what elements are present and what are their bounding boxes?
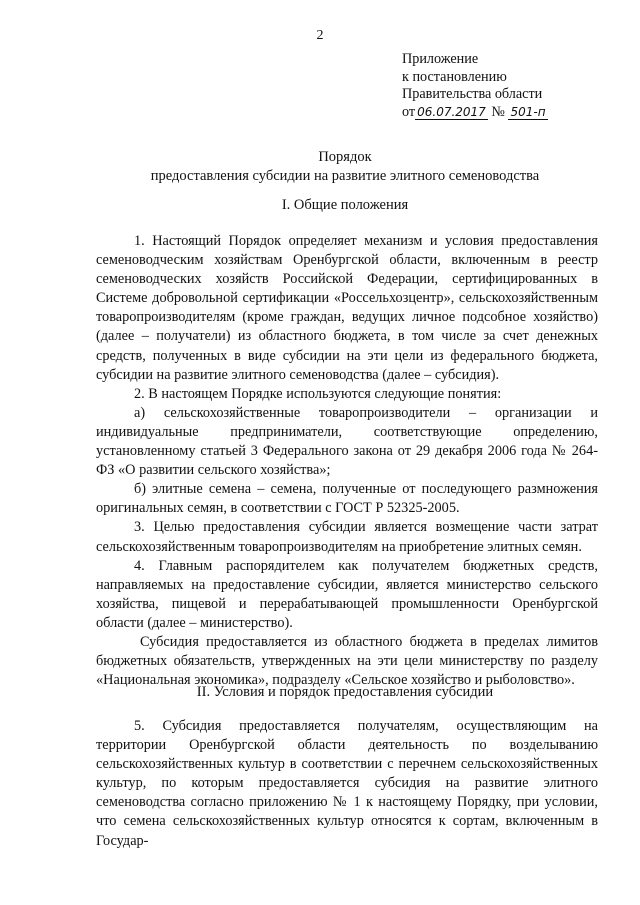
paragraph-2b: б) элитные семена – семена, полученные от последующего размножения оригинальных семян, в соответствии с ГОСТ Р 52325-2005. <box>96 481 598 517</box>
appendix-line-1: Приложение <box>402 51 479 67</box>
handwritten-number: 501-п <box>510 104 546 119</box>
paragraph-2a: а) сельскохозяйственные товаропроизводители – организации и индивидуальные предприниматели, соответствующие определению, установленному статьей 3 Федерального закона от 29 декабря 2006 года № 264-ФЗ «О развитии сельского хозяйства»; <box>96 404 598 479</box>
document-subtitle: предоставления субсидии на развитие элитного семеноводства <box>150 168 540 184</box>
section-general-body <box>96 232 598 690</box>
page-number: 2 <box>316 28 324 43</box>
date-prefix: от <box>402 103 416 120</box>
paragraph-4: 4. Главным распорядителем как получателем бюджетных средств, направляемых на предоставление субсидии, является министерство сельского хозяйства, пищевой и перерабатывающей промышленности Оренбургской области (далее – министерство). <box>96 557 598 631</box>
paragraph-2: 2. В настоящем Порядке используются следующие понятия: <box>134 385 502 402</box>
section-conditions-body <box>96 717 598 851</box>
paragraph-4-continued: Субсидия предоставляется из областного бюджета в пределах лимитов бюджетных обязательств, утвержденных на эти цели министерству по разделу «Национальная экономика», подразделу «Сельское хозяйство и рыболовство». <box>96 633 598 689</box>
handwritten-date: 06.07.2017 <box>417 104 486 119</box>
appendix-line-2: к постановлению <box>402 68 507 85</box>
appendix-block <box>402 51 548 121</box>
number-prefix: № <box>491 103 505 120</box>
paragraph-3: 3. Целью предоставления субсидии является возмещение части затрат сельскохозяйственным товаропроизводителям на приобретение элитных семян. <box>96 519 598 555</box>
section-heading-conditions: II. Условия и порядок предоставления субсидии <box>196 684 494 700</box>
paragraph-1: 1. Настоящий Порядок определяет механизм и условия предоставления семеноводческим хозяйствам Оренбургской области, включенным в реестр семеноводческих хозяйств Российской Федерации, сертифицированных в Системе добровольной сертификации «Россельхозцентр», сельскохозяйственным товаропроизводителям (кроме граждан, ведущих личное подсобное хозяйство) (далее – получатели) из областного бюджета, в том числе за счет денежных средств, полученных в виде субсидии на эти цели из федерального бюджета, субсидии на развитие элитного семеноводства (далее – субсидия). <box>96 233 598 383</box>
appendix-line-3: Правительства области <box>402 86 543 102</box>
section-heading-general: I. Общие положения <box>281 197 409 213</box>
document-title: Порядок <box>318 149 372 165</box>
appendix-date-line <box>402 104 548 122</box>
paragraph-5: 5. Субсидия предоставляется получателям, осуществляющим на территории Оренбургской области деятельность по возделыванию сельскохозяйственных культур в соответствии с перечнем сельскохозяйственных культур, по которым предоставляется субсидия на развитие элитного семеноводства согласно приложению № 1 к настоящему Порядку, при условии, что семена сельскохозяйственных культур относятся к сортам, включенным в Государ- <box>96 718 598 849</box>
